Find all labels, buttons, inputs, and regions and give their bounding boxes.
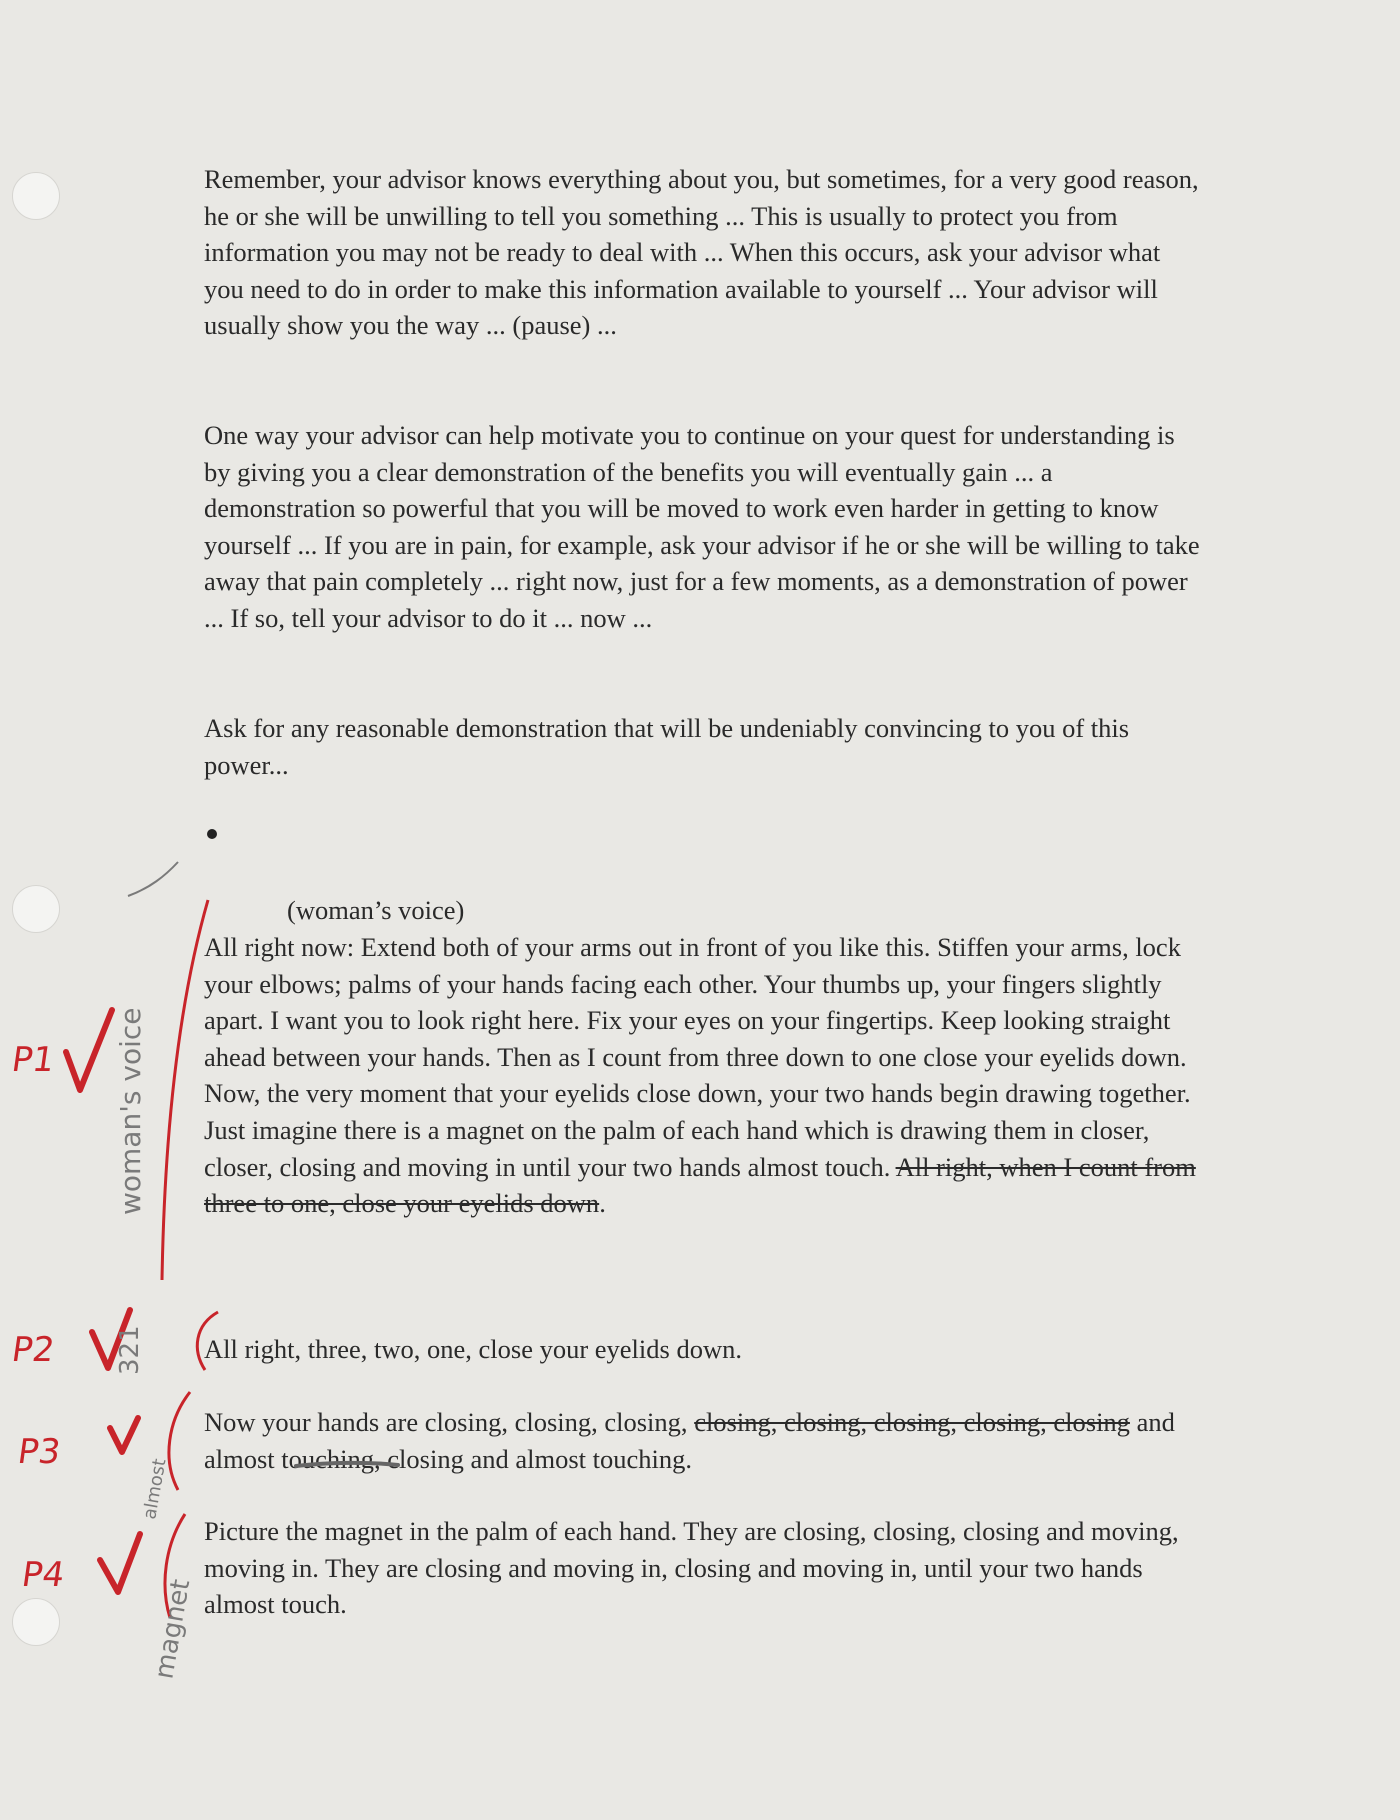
paragraph-ask: Ask for any reasonable demonstration that will be undeniably convincing to you of this power...	[204, 713, 1130, 780]
bracket-p2-icon	[197, 1312, 218, 1370]
pencil-hook-icon	[128, 862, 178, 896]
paragraph-p2: All right, three, two, one, close your eyelids down.	[204, 1334, 742, 1364]
check-mark-p1-icon	[66, 1010, 112, 1090]
voice-heading: (woman’s voice)	[287, 895, 465, 925]
p3-text-a: Now your hands are closing, closing, closing,	[204, 1407, 695, 1437]
margin-mark-p3: P3	[15, 1432, 63, 1472]
p1-end: .	[599, 1188, 606, 1219]
paragraph-p4: Picture the magnet in the palm of each hand. They are closing, closing, closing and moving, moving in. They are closing and moving in, closing and moving in, until your two hands almost touch.	[204, 1516, 1179, 1620]
pencil-note-womans-voice: woman's voice	[114, 1007, 147, 1215]
margin-mark-p1: P1	[9, 1040, 57, 1080]
pencil-strike-icon	[296, 1463, 398, 1466]
p3-text-b: and almost touching, closing and almost touching.	[204, 1407, 1175, 1474]
p1-text: All right now: Extend both of your arms out in front of you like this. Stiffen your arms, lock your elbows; palms of your hands facing each other. Your thumbs up, your fingers slightly apart. I want you to look right here. Fix your eyes on your fingertips. Keep looking straight ahead between your hands. Then as I count from three down to one close your eyelids down. Now, the very moment that your eyelids close down, your two hands begin drawing together. Just imagine there is a magnet on the palm of each hand which is drawing them in closer, closer, closing and moving in until your two hands almost touch.	[204, 932, 1191, 1182]
check-mark-p3-icon	[110, 1418, 138, 1452]
margin-mark-p2: P2	[9, 1330, 57, 1370]
pencil-note-321: 321	[115, 1325, 145, 1375]
paragraph-advisor: Remember, your advisor knows everything about you, but sometimes, for a very good reason, he or she will be unwilling to tell you something ... This is usually to protect you from information you may not be ready to deal with ... When this occurs, ask your advisor what you need to do in order to make this information available to yourself ... Your advisor will usually show you the way ... (pause) ...	[204, 164, 1199, 341]
p3-struck-text: closing, closing, closing, closing, closing	[694, 1407, 1130, 1437]
margin-mark-p4: P4	[19, 1555, 67, 1595]
paragraph-demonstration: One way your advisor can help motivate you to continue on your quest for understanding is by giving you a clear demonstration of the benefits you will eventually gain ... a demonstration so powerful that you will be moved to work even harder in getting to know yourself ... If you are in pain, for example, ask your advisor if he or she will be willing to take away that pain completely ... right now, just for a few moments, as a demonstration of power ... If so, tell your advisor to do it ... now ...	[204, 420, 1200, 633]
p1-struck-text: All right, when I count from three to one, close your eyelids down	[204, 1151, 1196, 1219]
pencil-note-almost: almost	[139, 1457, 171, 1521]
pencil-note-magnet: magnet	[149, 1577, 197, 1682]
check-mark-p4-icon	[100, 1534, 140, 1592]
bracket-p3-icon	[169, 1392, 190, 1490]
bracket-p1-icon	[162, 900, 208, 1280]
